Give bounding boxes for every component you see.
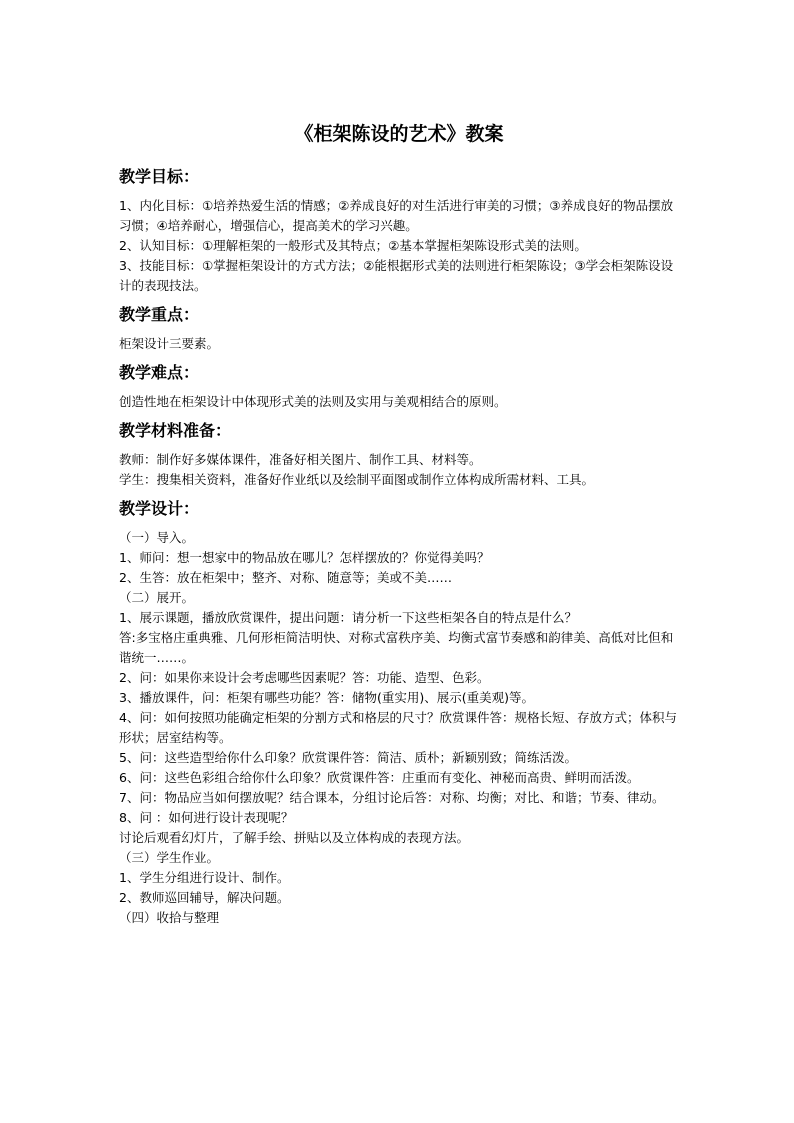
section-difficulties [119,362,679,412]
difficulty-item: 创造性地在柜架设计中体现形式美的法则及实用与美观相结合的原则。 [119,394,507,409]
section-heading: 教学难点： [119,363,200,382]
design-item: 讨论后观看幻灯片，了解手绘、拼贴以及立体构成的表现方法。 [119,830,470,845]
material-item: 学生：搜集相关资料，准备好作业纸以及绘制平面图或制作立体构成所需材料、工具。 [119,472,595,487]
design-item: 4、问：如何按照功能确定柜架的分割方式和格层的尺寸？欣赏课件答：规格长短、存放方式；体积与形状；居室结构等。 [119,710,677,745]
design-item: 3、播放课件，问：柜架有哪些功能？答：储物(重实用)、展示(重美观)等。 [119,690,534,705]
section-heading: 教学设计： [119,499,200,518]
design-item: 1、展示课题，播放欣赏课件，提出问题：请分析一下这些柜架各自的特点是什么？ [119,610,577,625]
document-body [119,166,679,936]
design-item: （三）学生作业。 [119,850,220,865]
goal-item: 3、技能目标：①掌握柜架设计的方式方法；②能根据形式美的法则进行柜架陈设；③学会柜架陈设设计的表现技法。 [119,258,674,293]
section-key-points [119,304,679,354]
material-item: 教师：制作好多媒体课件，准备好相关图片、制作工具、材料等。 [119,452,482,467]
design-item: 答:多宝格庄重典雅、几何形柜简洁明快、对称式富秩序美、均衡式富节奏感和韵律美、高低对比但和谐统一……。 [119,630,674,665]
key-point-item: 柜架设计三要素。 [119,336,220,351]
design-item: （二）展开。 [119,590,195,605]
design-item: 7、问：物品应当如何摆放呢？结合课本，分组讨论后答：对称、均衡；对比、和谐；节奏、律动。 [119,790,665,805]
design-item: 8、问 ：如何进行设计表现呢？ [119,810,294,825]
document-title: 《柜架陈设的艺术》教案 [294,123,504,145]
design-item: 1、师问：想一想家中的物品放在哪儿？怎样摆放的？你觉得美吗？ [119,550,490,565]
design-item: 6、问：这些色彩组合给你什么印象？欣赏课件答：庄重而有变化、神秘而高贵、鲜明而活泼。 [119,770,640,785]
goal-item: 2、认知目标：①理解柜架的一般形式及其特点；②基本掌握柜架陈设形式美的法则。 [119,238,587,253]
section-teaching-goals [119,166,679,296]
section-heading: 教学材料准备： [119,421,232,440]
design-item: 2、教师巡回辅导，解决问题。 [119,890,290,905]
design-item: 1、学生分组进行设计、制作。 [119,870,290,885]
section-heading: 教学目标： [119,167,200,186]
goal-item: 1、内化目标：①培养热爱生活的情感；②养成良好的对生活进行审美的习惯；③养成良好的物品摆放习惯；④培养耐心，增强信心，提高美术的学习兴趣。 [119,198,674,233]
section-teaching-design [119,498,679,928]
design-item: 5、问：这些造型给你什么印象？欣赏课件答：简洁、质朴；新颖别致；简练活泼。 [119,750,577,765]
design-item: 2、问：如果你来设计会考虑哪些因素呢？答：功能、造型、色彩。 [119,670,490,685]
section-heading: 教学重点： [119,305,200,324]
design-item: （四）收拾与整理 [119,910,220,925]
design-item: 2、生答：放在柜架中；整齐、对称、随意等；美或不美…… [119,570,452,585]
design-item: （一）导入。 [119,530,195,545]
section-materials [119,420,679,490]
